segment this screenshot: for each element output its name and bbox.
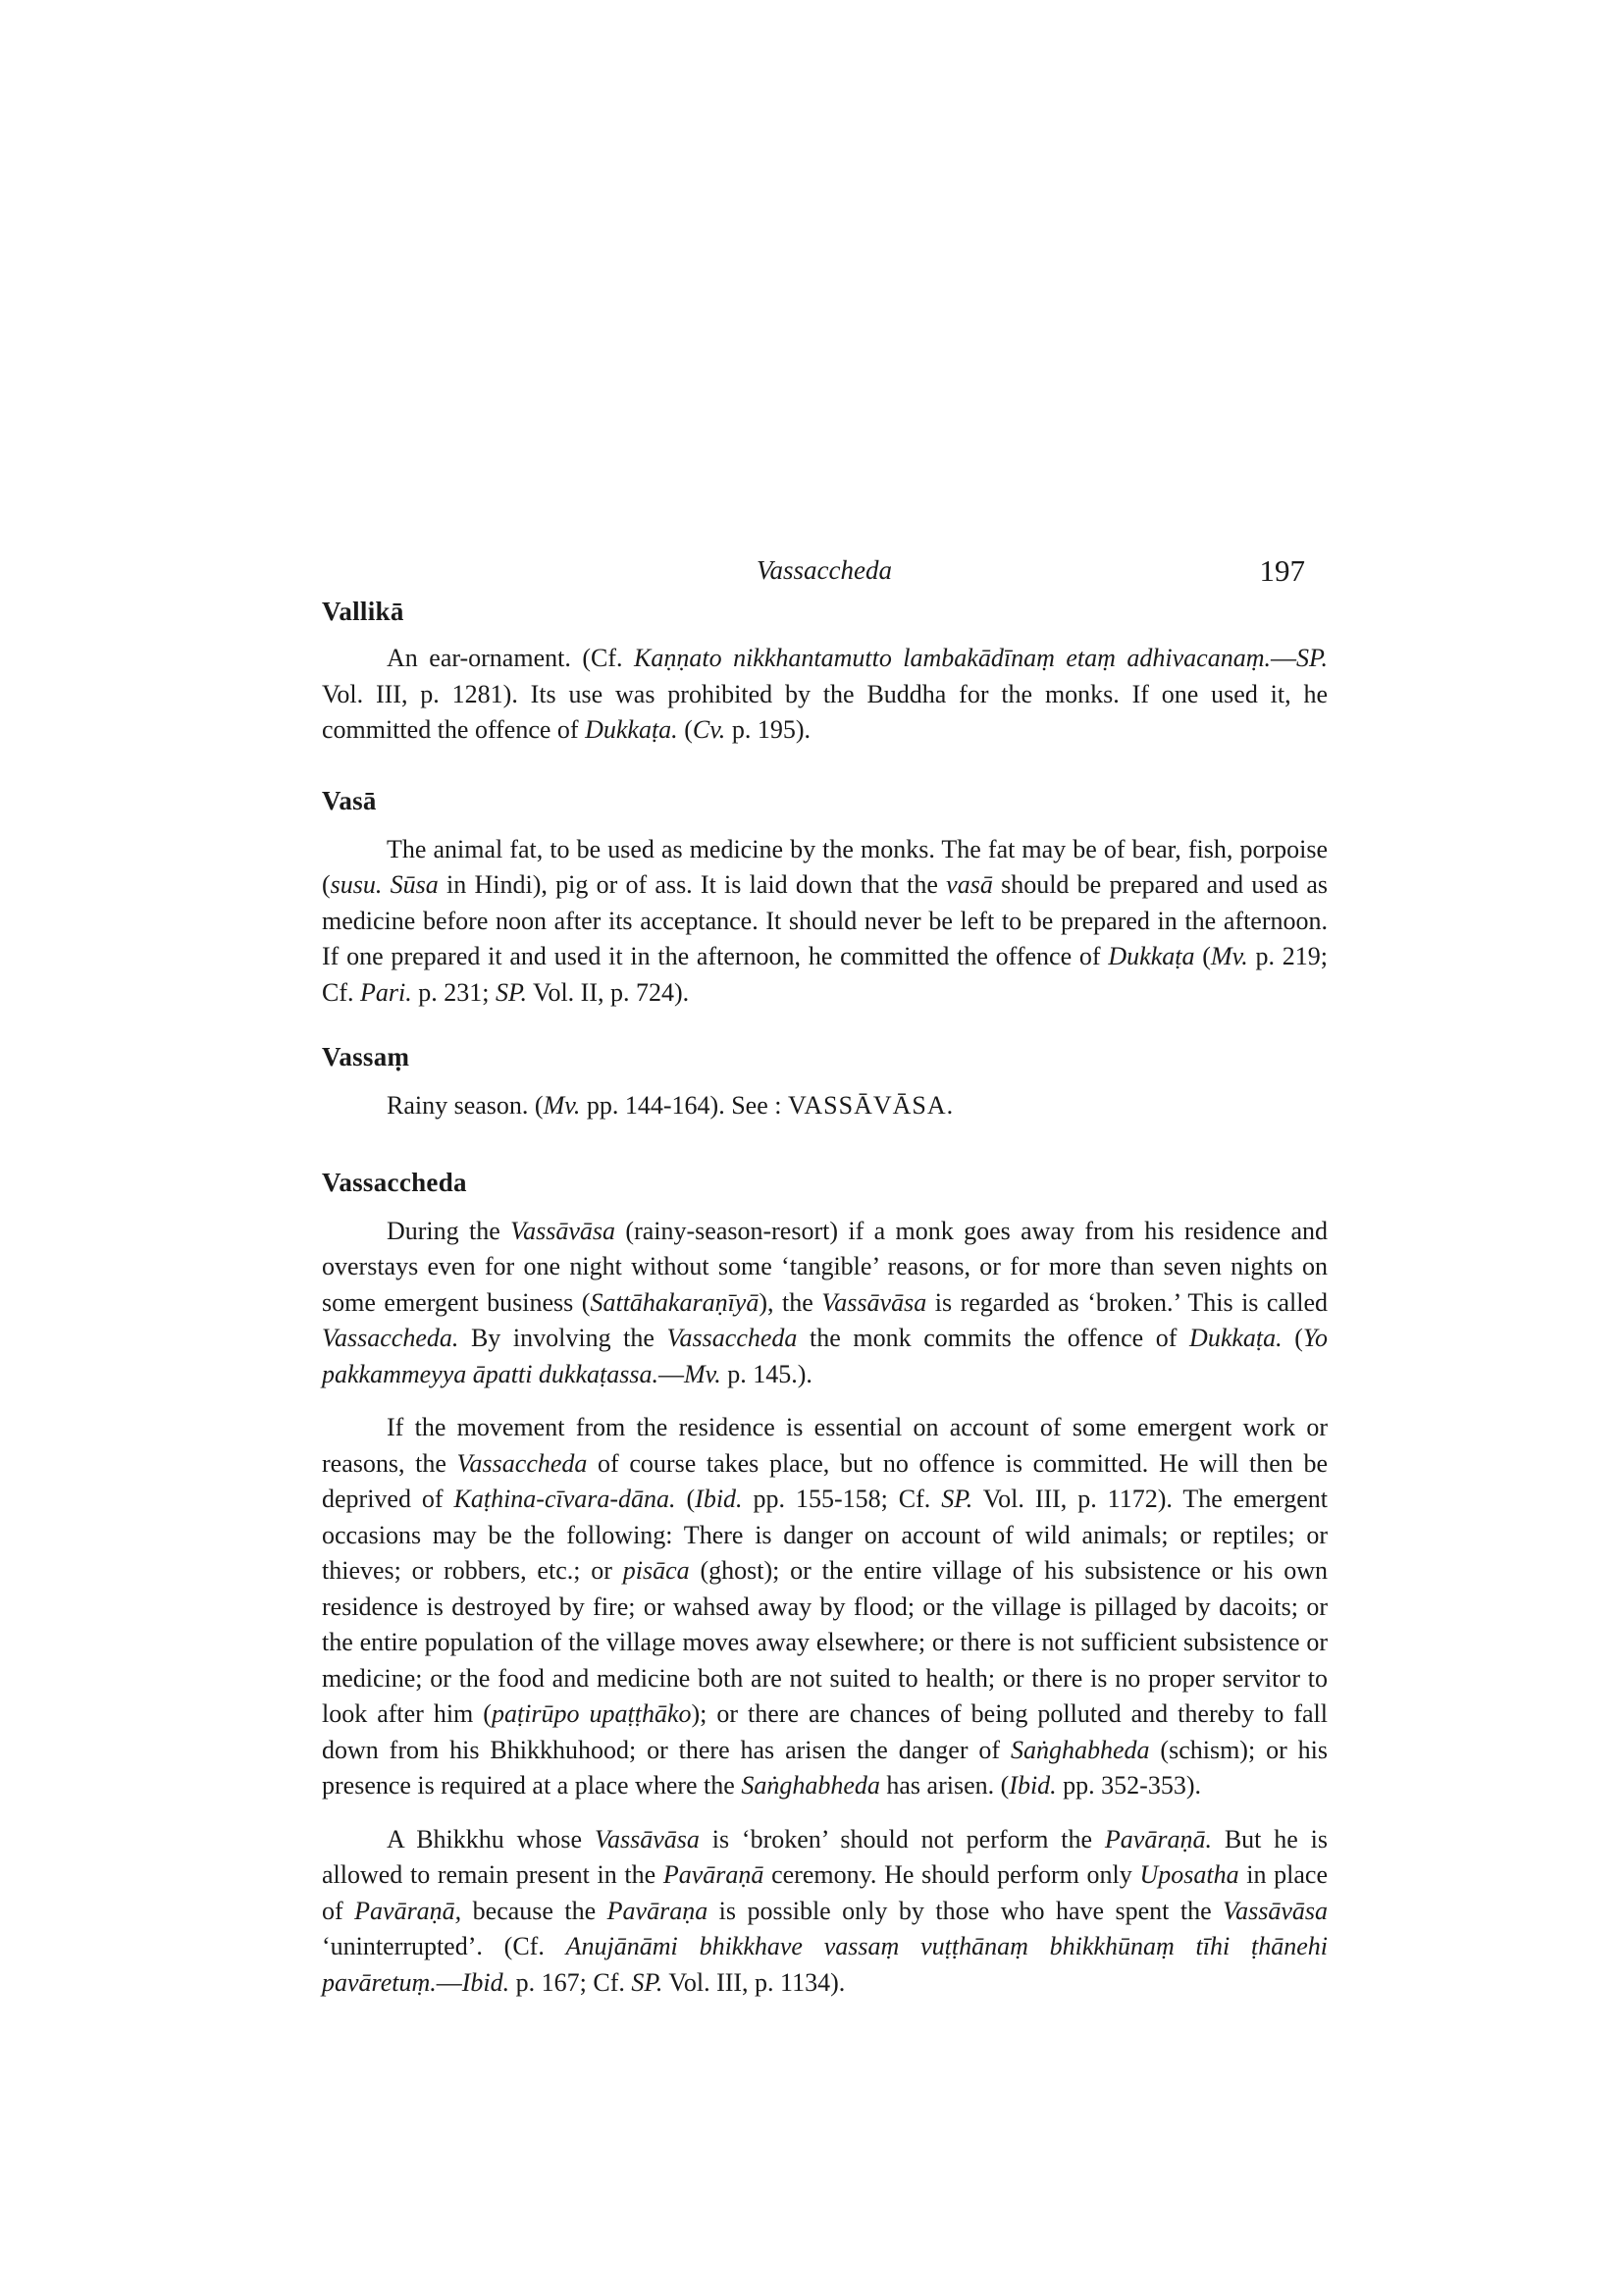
entry-vassam (322, 1042, 1328, 1124)
italic-text: Kaṇṇato nikkhantamutto lambakādīnaṃ etaṃ adhivacanaṃ. (634, 644, 1271, 672)
italic-text: SP. (941, 1485, 973, 1513)
italic-text: Pari. (360, 977, 412, 1007)
entry-paragraph: During the Vassāvāsa (rainy-season-resort) if a monk goes away from his residence and overstays even for one night without some ‘tangible’ reasons, or for more than seven nights on some emergent business (Sattāhakaraṇīyā), the Vassāvāsa is regarded as ‘broken.’ This is called Vassaccheda. By involving the Vassaccheda the monk commits the offence of Dukkaṭa. (Yo pakkammeyya āpatti dukkaṭassa.—Mv. p. 145.). (322, 1216, 1329, 1388)
italic-text: Uposatha (1139, 1860, 1239, 1889)
italic-text: Ibid. (695, 1485, 743, 1513)
italic-text: Dukkaṭa. (1189, 1324, 1283, 1352)
italic-text: Vassāvāsa (1223, 1896, 1328, 1925)
italic-text: Yo pakkammeyya āpatti dukkaṭassa. (322, 1324, 1328, 1388)
italic-text: vasā (946, 870, 993, 899)
entry-paragraph: The animal fat, to be used as medicine by the monks. The fat may be of bear, fish, porpoise (susu. Sūsa in Hindi), pig or of ass. It is laid down that the vasā should be prepared and used as medicine before noon after its acceptance. It should never be left to be prepared in the afternoon. If one prepared it and used it in the afternoon, he committed the offence of Dukkaṭa (Mv. p. 219; Cf. Pari. p. 231; SP. Vol. II, p. 724). (322, 834, 1328, 1007)
italic-text: Pavāraṇā (662, 1860, 764, 1889)
italic-text: Mv. (543, 1091, 581, 1120)
entry-paragraph: If the movement from the residence is essential on account of some emergent work or reasons, the Vassaccheda of course takes place, but no offence is committed. He will then be deprived of Kaṭhina-cīvara-dāna. (Ibid. pp. 155-158; Cf. SP. Vol. III, p. 1172). The emergent occasions may be the following: There is danger on account of wild animals; or reptiles; or thieves; or robbers, etc.; or pisāca (ghost); or the entire village of his subsistence or his own residence is destroyed by fire; or wahsed away by flood; or the village is pillaged by dacoits; or the entire population of the village moves away elsewhere; or there is not sufficient subsistence or medicine; or the food and medicine both are not suited to health; or there is no proper servitor to look after him (paṭirūpo upaṭṭhāko); or there are chances of being polluted and thereby to fall down from his Bhikkhuhood; or there has arisen the danger of Saṅghabheda (schism); or his presence is required at a place where the Saṅghabheda has arisen. (Ibid. pp. 352-353). (322, 1413, 1329, 1800)
italic-text: SP. (1295, 644, 1328, 672)
italic-text: Pavāraṇā. (1104, 1824, 1212, 1853)
italic-text: SP. (495, 977, 527, 1007)
cross-reference: VASSĀVĀSA (787, 1091, 947, 1120)
entry-headword: Vallikā (322, 597, 404, 626)
italic-text: Ibid. (461, 1967, 510, 1997)
italic-text: Vassāvāsa (821, 1287, 927, 1317)
italic-text: Vassāvāsa (510, 1216, 616, 1245)
italic-text: pisāca (622, 1556, 690, 1585)
italic-text: Saṅghabheda (741, 1771, 880, 1800)
italic-text: susu. Sūsa (330, 870, 439, 899)
italic-text: Dukkaṭa. (585, 715, 678, 744)
entry-paragraph: A Bhikkhu whose Vassāvāsa is ‘broken’ should not perform the Pavāraṇā. But he is allowed to remain present in the Pavāraṇā ceremony. He should perform only Uposatha in place of Pavāraṇā, because the Pavāraṇa is possible only by those who have spent the Vassāvāsa ‘uninterrupted’. (Cf. Anujānāmi bhikkhave vassaṃ vuṭṭhānaṃ bhikkhūnaṃ tīhi ṭhānehi pavāretuṃ.—Ibid. p. 167; Cf. SP. Vol. III, p. 1134). (322, 1824, 1329, 1997)
italic-text: Mv. (683, 1359, 721, 1388)
entry-paragraph: Rainy season. (Mv. pp. 144-164). See : VASSĀVĀSA. (387, 1091, 954, 1120)
entry-headword: Vasā (322, 785, 377, 815)
italic-text: SP. (631, 1967, 663, 1997)
italic-text: Sattāhakaraṇīyā (590, 1287, 760, 1317)
italic-text: Vassaccheda (456, 1448, 588, 1478)
italic-text: Anujānāmi bhikkhave vassaṃ vuṭṭhānaṃ bhikkhūnaṃ tīhi ṭhānehi pavāretuṃ. (322, 1932, 1329, 1997)
italic-text: Vassaccheda. (322, 1324, 459, 1352)
entry-vassaccheda (322, 1168, 1328, 2002)
italic-text: Pavāraṇa (606, 1896, 708, 1925)
italic-text: Kaṭhina-cīvara-dāna. (453, 1485, 676, 1513)
italic-text: Vassaccheda (666, 1324, 798, 1352)
italic-text: Pavāraṇā, (354, 1896, 462, 1925)
running-head (314, 551, 1335, 591)
italic-text: Dukkaṭa (1108, 942, 1195, 970)
entry-vasa (322, 786, 1328, 1012)
italic-text: Vassāvāsa (594, 1824, 700, 1853)
entry-paragraph: An ear-ornament. (Cf. Kaṇṇato nikkhantamutto lambakādīnaṃ etaṃ adhivacanaṃ.—SP. Vol. III, p. 1281). Its use was prohibited by the Buddha for the monks. If one used it, he committed the offence of Dukkaṭa. (Cv. p. 195). (322, 644, 1328, 744)
page-content (322, 597, 1328, 2001)
entry-headword: Vassaccheda (322, 1167, 467, 1197)
italic-text: Ibid. (1009, 1771, 1057, 1800)
page-number: 197 (1259, 553, 1305, 588)
italic-text: Saṅghabheda (1010, 1735, 1150, 1764)
running-head-title: Vassaccheda (757, 555, 892, 585)
entry-vallika (322, 597, 1328, 749)
italic-text: Cv. (692, 715, 726, 744)
italic-text: Mv. (1210, 942, 1248, 970)
italic-text: paṭirūpo upaṭṭhāko (491, 1699, 692, 1728)
entry-headword: Vassaṃ (322, 1042, 410, 1071)
